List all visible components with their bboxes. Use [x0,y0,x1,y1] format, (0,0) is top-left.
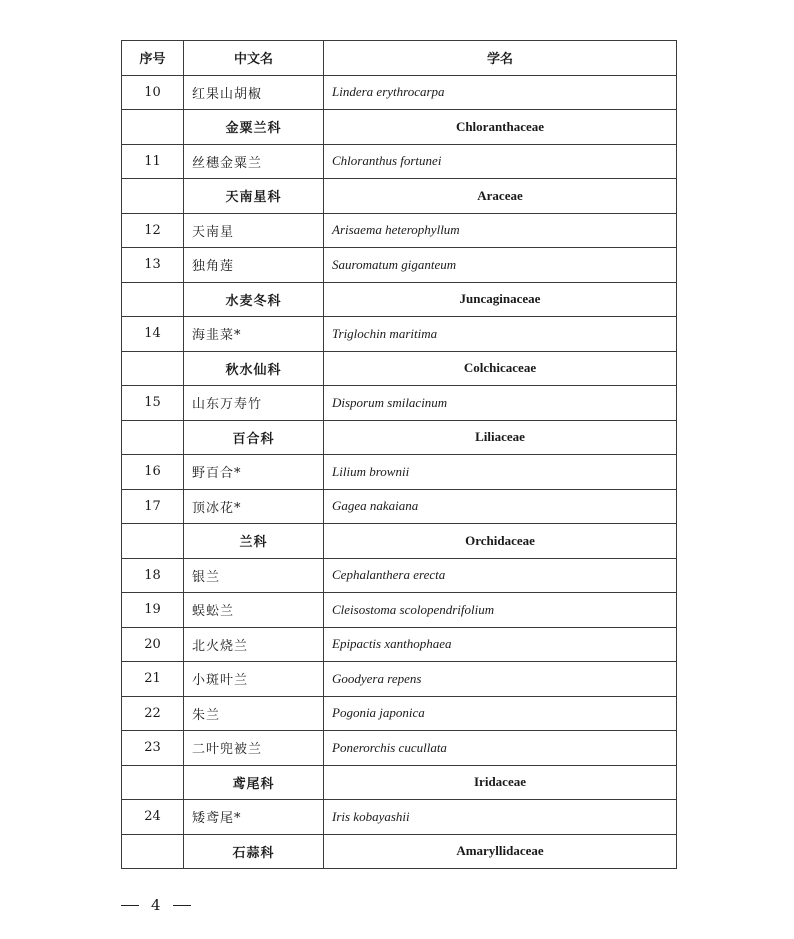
scientific-name-cell: Epipactis xanthophaea [324,627,677,662]
chinese-name-cell: 小斑叶兰 [184,662,324,697]
row-number: 22 [122,696,184,731]
species-row [122,75,677,110]
row-number: 15 [122,386,184,421]
chinese-name-cell: 天南星 [184,213,324,248]
chinese-name-cell: 二叶兜被兰 [184,731,324,766]
species-row [122,455,677,490]
scientific-name-cell: Amaryllidaceae [324,834,677,869]
row-number [122,524,184,559]
row-number: 20 [122,627,184,662]
scientific-name-cell: Iris kobayashii [324,800,677,835]
row-number: 13 [122,248,184,283]
row-number: 17 [122,489,184,524]
scientific-name-cell: Orchidaceae [324,524,677,559]
page-number: 4 [151,896,161,914]
scientific-name-cell: Pogonia japonica [324,696,677,731]
row-number [122,282,184,317]
species-row [122,489,677,524]
species-row [122,593,677,628]
footer-dash-left [121,905,139,906]
species-row [122,627,677,662]
chinese-name-cell: 石蒜科 [184,834,324,869]
header-number: 序号 [122,41,184,76]
chinese-name-cell: 蜈蚣兰 [184,593,324,628]
scientific-name-cell: Juncaginaceae [324,282,677,317]
scientific-name-cell: Triglochin maritima [324,317,677,352]
row-number [122,765,184,800]
row-number: 11 [122,144,184,179]
chinese-name-cell: 水麦冬科 [184,282,324,317]
table-body [122,75,677,869]
scientific-name-cell: Chloranthus fortunei [324,144,677,179]
chinese-name-cell: 丝穗金粟兰 [184,144,324,179]
chinese-name-cell: 兰科 [184,524,324,559]
scientific-name-cell: Ponerorchis cucullata [324,731,677,766]
family-row [122,179,677,214]
row-number [122,834,184,869]
family-row [122,351,677,386]
scientific-name-cell: Lilium brownii [324,455,677,490]
scientific-name-cell: Chloranthaceae [324,110,677,145]
species-row [122,662,677,697]
scientific-name-cell: Lindera erythrocarpa [324,75,677,110]
species-row [122,731,677,766]
scientific-name-cell: Goodyera repens [324,662,677,697]
species-row [122,386,677,421]
chinese-name-cell: 天南星科 [184,179,324,214]
row-number [122,179,184,214]
species-row [122,558,677,593]
chinese-name-cell: 独角莲 [184,248,324,283]
chinese-name-cell: 银兰 [184,558,324,593]
scientific-name-cell: Liliaceae [324,420,677,455]
species-row [122,800,677,835]
row-number: 23 [122,731,184,766]
row-number: 16 [122,455,184,490]
chinese-name-cell: 海韭菜* [184,317,324,352]
scientific-name-cell: Disporum smilacinum [324,386,677,421]
species-row [122,213,677,248]
row-number: 24 [122,800,184,835]
chinese-name-cell: 矮鸢尾* [184,800,324,835]
chinese-name-cell: 百合科 [184,420,324,455]
species-row [122,317,677,352]
species-row [122,248,677,283]
row-number: 10 [122,75,184,110]
scientific-name-cell: Arisaema heterophyllum [324,213,677,248]
scientific-name-cell: Cephalanthera erecta [324,558,677,593]
chinese-name-cell: 红果山胡椒 [184,75,324,110]
scientific-name-cell: Araceae [324,179,677,214]
row-number: 14 [122,317,184,352]
species-row [122,144,677,179]
page-footer [121,896,191,914]
row-number [122,351,184,386]
row-number [122,420,184,455]
family-row [122,834,677,869]
row-number: 12 [122,213,184,248]
scientific-name-cell: Iridaceae [324,765,677,800]
row-number: 19 [122,593,184,628]
scientific-name-cell: Colchicaceae [324,351,677,386]
chinese-name-cell: 秋水仙科 [184,351,324,386]
footer-dash-right [173,905,191,906]
chinese-name-cell: 北火烧兰 [184,627,324,662]
row-number: 21 [122,662,184,697]
chinese-name-cell: 山东万寿竹 [184,386,324,421]
family-row [122,282,677,317]
species-table [121,40,677,869]
chinese-name-cell: 金粟兰科 [184,110,324,145]
chinese-name-cell: 鸢尾科 [184,765,324,800]
scientific-name-cell: Gagea nakaiana [324,489,677,524]
chinese-name-cell: 顶冰花* [184,489,324,524]
family-row [122,110,677,145]
header-scientific-name: 学名 [324,41,677,76]
scientific-name-cell: Sauromatum giganteum [324,248,677,283]
family-row [122,524,677,559]
family-row [122,420,677,455]
scientific-name-cell: Cleisostoma scolopendrifolium [324,593,677,628]
chinese-name-cell: 朱兰 [184,696,324,731]
species-row [122,696,677,731]
family-row [122,765,677,800]
row-number [122,110,184,145]
header-chinese-name: 中文名 [184,41,324,76]
chinese-name-cell: 野百合* [184,455,324,490]
table-header-row [122,41,677,76]
row-number: 18 [122,558,184,593]
